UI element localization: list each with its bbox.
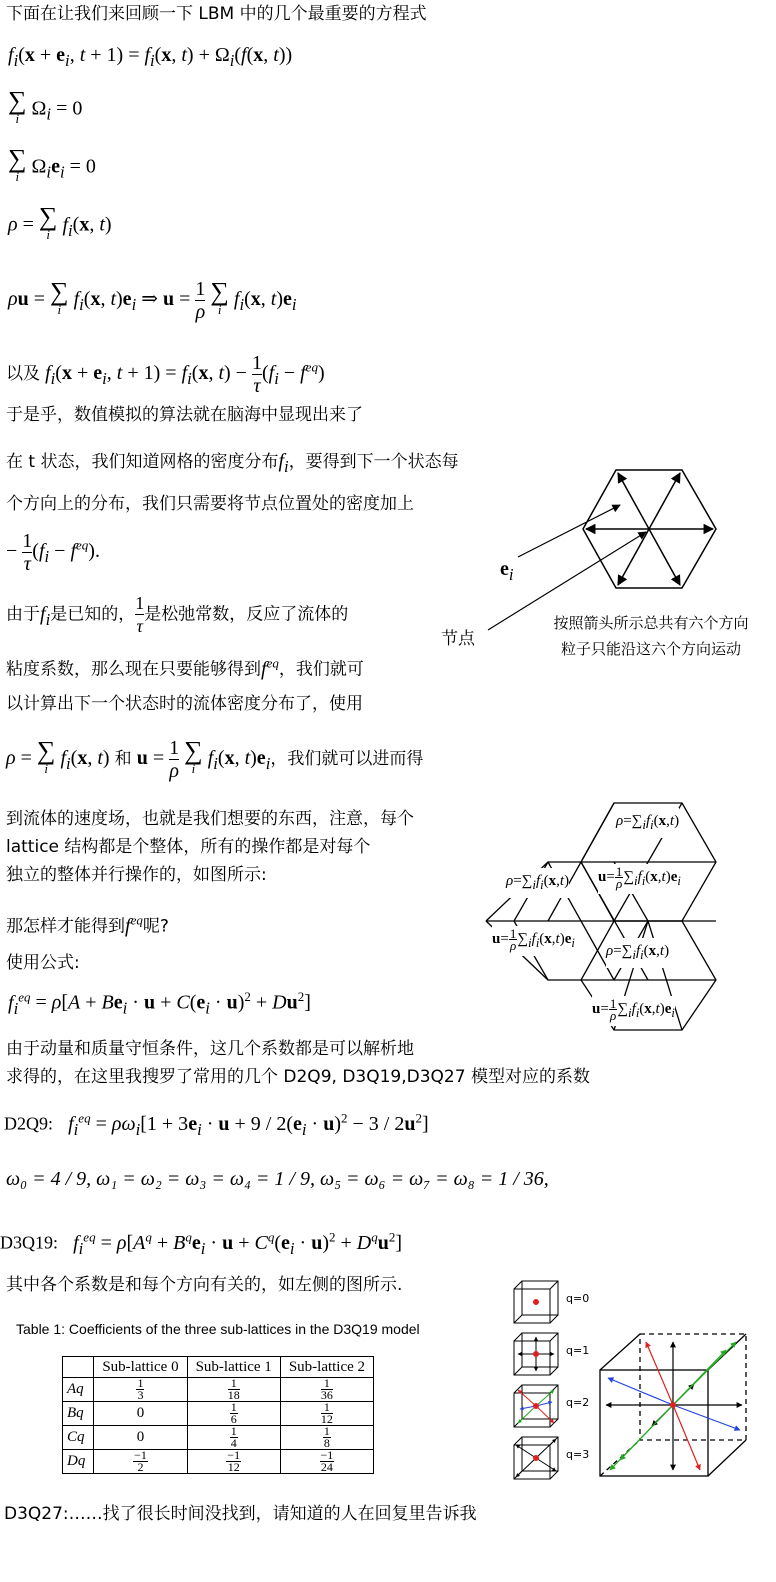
equation-bgk-line: 以及 $f_i(x + e_i$, $t + 1) = f_i(x$, t) − $\frac{1}{\tau}$ $(f_i - f^{eq})$ [6,352,325,397]
coefficient-table-wrapper [62,1356,374,1474]
table-cell: $\frac{1}{3}$ [94,1378,187,1402]
row-label: Aq [63,1378,94,1402]
paragraph-line-11: 使用公式: [6,953,80,973]
e-sub: i [508,565,514,584]
yiji-text: 以及 [6,364,40,385]
paragraph-line-15: D3Q27:……找了很长时间没找到，请知道的人在回复里告诉我 [4,1504,477,1524]
table-caption: Table 1: Coefficients of the three sub-lattices in the D3Q19 model [16,1321,420,1337]
algorithm-text: 于是乎，数值模拟的算法就在脑海中显现出来了 [6,405,363,425]
lattice-formula-rho-top: $\rho=\sum_if_i(x,t)$ [616,808,679,838]
cube-q1 [514,1333,558,1375]
equation-d2q9: D2Q9: $f_i^{eq} = \rho\omega_i[1 + 3e_i \cdot u + 9 / 2(e_i \cdot u)^2 - 3 / 2u^2]$ [4,1110,429,1139]
p4b-text: ，我们就可 [278,659,364,680]
q0-label: q=0 [566,1292,590,1305]
cube-q0 [514,1281,558,1323]
q2-label: q=2 [566,1396,590,1409]
equation-density: ρ = ∑ i $f_i(x$, t) [8,202,112,242]
table-cell: $\frac{1}{12}$ [280,1402,373,1426]
p3c-text: 是松弛常数，反应了流体的 [144,604,349,625]
table-cell: $\frac{1}{8}$ [280,1426,373,1450]
table-cell: $\frac{-1}{12}$ [187,1450,280,1474]
p6b-text: ，我们就可以进而得 [270,749,424,770]
equation-d3q19: D3Q19: $f_i^{eq} = \rho[A^q + B^qe_i \cdot u + C^q(e_i \cdot u)^2 + D^qu^2]$ [0,1229,403,1258]
paragraph-line-3: 由于$f_i$是已知的， $\frac{1}{\tau}$ 是松弛常数，反应了流体的 [6,593,349,636]
lattice-formula-u-right: u= $\frac{1}{\rho}$ $\sum_if_i(x,t)e_i$ [598,864,681,894]
table-header: Sub-lattice 0 [94,1357,187,1378]
d3q19-full-cube [596,1330,756,1480]
table-header: Sub-lattice 1 [187,1357,280,1378]
paragraph-line-8: lattice 结构都是个整体，所有的操作都是对每个 [6,837,371,857]
table-cell: $\frac{-1}{2}$ [94,1450,187,1474]
table-cell: 0 [94,1402,187,1426]
row-label: Cq [63,1426,94,1450]
p10a-text: 那怎样才能得到 [6,916,125,937]
d3q19-label: D3Q19: [0,1232,58,1253]
lattice-formula-rho-left: $\rho=\sum_if_i(x,t)$ [506,868,569,898]
q1-label: q=1 [566,1344,590,1357]
equation-mass-conservation: ∑ i $\Omega_i = 0$ [8,86,83,126]
table-row [63,1402,374,1426]
paragraph-line-2: 个方向上的分布，我们只需要将节点位置处的密度加上 [6,494,414,514]
table-header-row [63,1357,374,1378]
cube-q3 [514,1437,558,1479]
equation-lbm-evolution: $f_i(x + e_i$, $t + 1) = f_i(x$, $t) + \Omega_i(f(x$, t)) [8,44,293,70]
d2q9-label: D2Q9: [4,1113,53,1134]
table-header: Sub-lattice 2 [280,1357,373,1378]
equation-velocity: ρu = ∑ i $f_i(x$, $t)e_i$ ⇒ u = $\frac{1}{\rho}$ ∑ i $f_i(x$, $t)e_i$ [8,276,297,323]
hexagon-caption: 按照箭头所示总共有六个方向粒子只能沿这六个方向运动 [553,614,749,658]
table-cell: $\frac{1}{4}$ [187,1426,280,1450]
lattice-formula-u-left: u= $\frac{1}{\rho}$ $\sum_if_i(x,t)e_i$ [492,926,575,956]
paragraph-line-1: 在 t 状态，我们知道网格的密度分布$f_i$，要得到下一个状态每 [6,450,459,476]
table-row [63,1426,374,1450]
paragraph-line-12: 由于动量和质量守恒条件，这几个系数都是可以解析地 [6,1039,414,1059]
p3b-text: 是已知的， [50,604,136,625]
table-row [63,1378,374,1402]
paragraph-line-7: 到流体的速度场，也就是我们想要的东西，注意，每个 [6,809,414,829]
p10b-text: 呢? [142,916,169,937]
equation-momentum-conservation: ∑ i $\Omega_ie_i = 0$ [8,144,96,184]
e-label: e [500,558,509,580]
cube-q2 [514,1385,558,1427]
paragraph-line-4: 粘度系数，那么现在只要能够得到$f^{eq}$，我们就可 [6,655,364,680]
e-i-label [500,556,514,588]
p1b-text: ，要得到下一个状态每 [288,452,459,472]
table-header [63,1357,94,1378]
lattice-formula-u-bottom: u= $\frac{1}{\rho}$ $\sum_if_i(x,t)e_i$ [592,996,675,1026]
paragraph-line-13: 求得的，在这里我搜罗了常用的几个 D2Q9, D3Q19,D3Q27 模型对应的系数 [6,1067,590,1087]
p1-text: 在 t 状态，我们知道网格的密度分布 [6,452,279,472]
paragraph-line-5: 以计算出下一个状态时的流体密度分布了，使用 [6,694,363,714]
table-row [63,1450,374,1474]
e-pointer-arrow [518,505,620,557]
row-label: Bq [63,1402,94,1426]
equation-relaxation-term: − $\frac{1}{\tau}$ $(f_i - f^{eq})$. [6,530,100,575]
intro-text: 下面在让我们来回顾一下 LBM 中的几个最重要的方程式 [6,4,427,24]
equation-weights: ω₀ = 4 / 9, ω₁ = ω₂ = ω₃ = ω₄ = 1 / 9, ω₅ = ω₆ = ω₇ = ω₈ = 1 / 36, [6,1168,549,1190]
q3-label: q=3 [566,1448,590,1461]
paragraph-line-6: ρ = ∑ i $f_i(x$, t) 和 u = $\frac{1}{\rho}$ ∑ i $f_i(x$, $t)e_i$，我们就可以进而得 [6,735,424,782]
node-label: 节点 [441,629,475,649]
coefficient-table [62,1356,374,1474]
p3a-text: 由于 [6,604,40,625]
table-cell: 0 [94,1426,187,1450]
lattice-formula-rho-bottom: $\rho=\sum_if_i(x,t)$ [606,938,669,968]
table-cell: $\frac{1}{18}$ [187,1378,280,1402]
paragraph-line-9: 独立的整体并行操作的，如图所示: [6,865,267,885]
paragraph-line-10: 那怎样才能得到$f^{eq}$呢? [6,912,169,937]
table-cell: $\frac{1}{36}$ [280,1378,373,1402]
table-cell: $\frac{-1}{24}$ [280,1450,373,1474]
row-label: Dq [63,1450,94,1474]
he-text: 和 [114,749,132,770]
p4a-text: 粘度系数，那么现在只要能够得到 [6,659,261,680]
table-cell: $\frac{1}{6}$ [187,1402,280,1426]
equation-feq-general: $f_i^{eq} = \rho[A + Be_i \cdot u + C(e_i \cdot u)^2 + Du^2]$ [8,989,311,1018]
paragraph-line-14: 其中各个系数是和每个方向有关的，如左侧的图所示. [6,1275,403,1295]
